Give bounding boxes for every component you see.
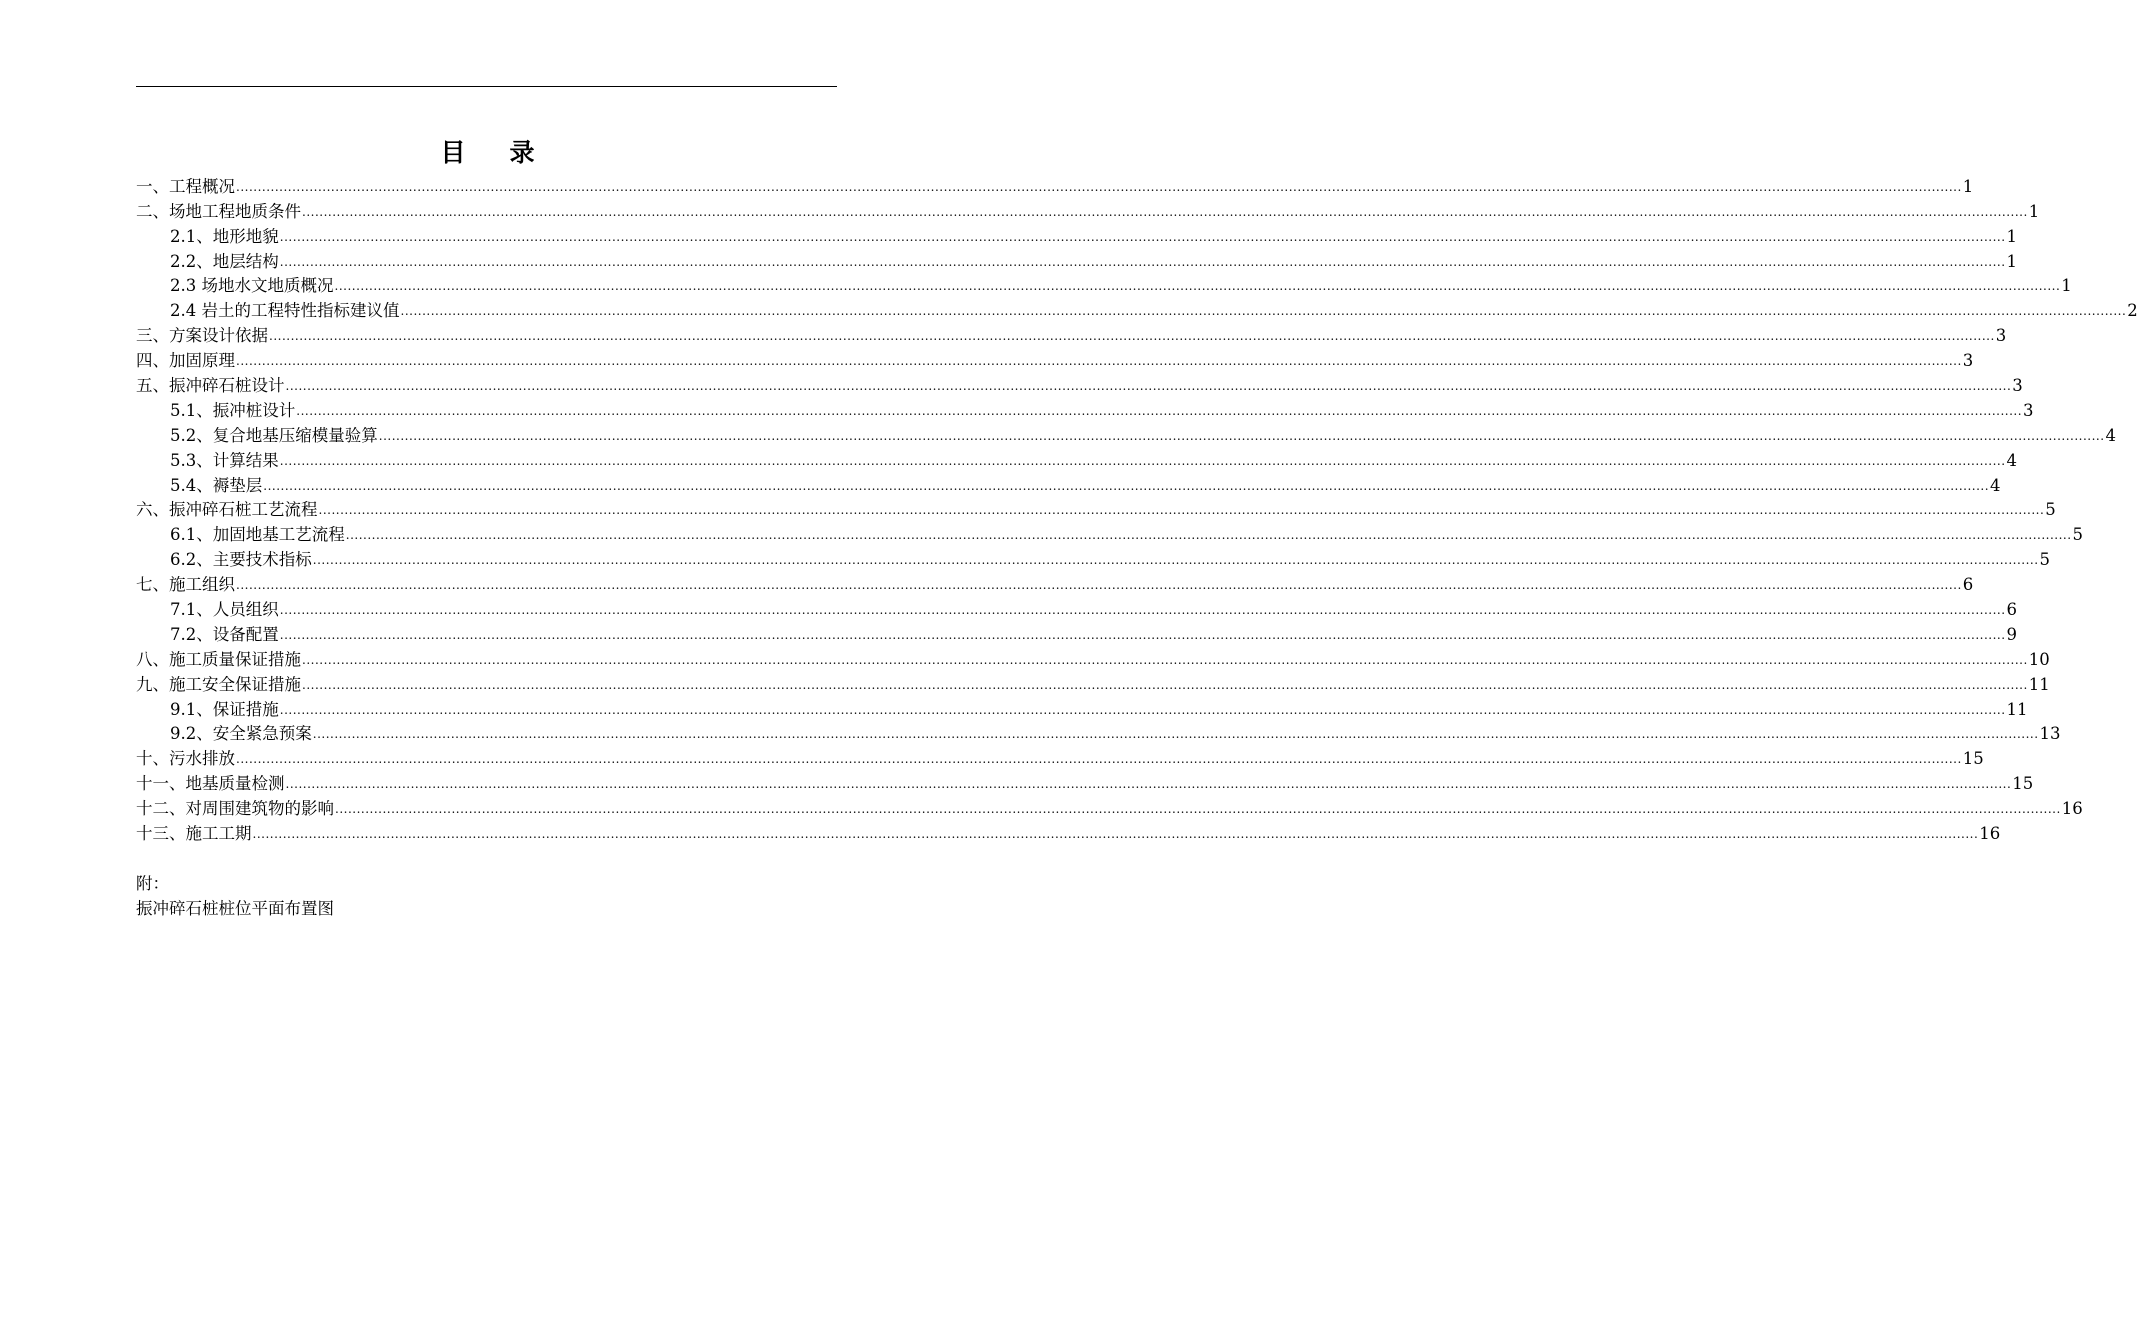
toc-entry-page: 3 <box>1995 326 2007 346</box>
appendix <box>136 871 334 921</box>
toc-entry-page: 3 <box>2023 400 2034 420</box>
toc-entry[interactable] <box>136 398 2034 423</box>
toc-entry[interactable] <box>136 174 1974 199</box>
toc-entry[interactable] <box>136 423 2117 448</box>
toc-leader-dots: ................................................................................................................................................................................................................................................................................................................................................................................................................ <box>236 578 1962 593</box>
toc-entry-page: 6 <box>2006 600 2018 620</box>
toc-entry[interactable] <box>136 771 2034 796</box>
toc-leader-dots: ................................................................................................................................................................................................................................................................................................................................................................................................................ <box>252 827 1979 842</box>
toc-entry-label: 五、振冲碎石桩设计 <box>136 376 285 396</box>
toc-entry[interactable] <box>136 746 1984 771</box>
toc-entry-page: 2 <box>2127 301 2138 321</box>
toc-leader-dots: ................................................................................................................................................................................................................................................................................................................................................................................................................ <box>279 702 2006 717</box>
toc-entry-label: 7.1、人员组织 <box>170 600 279 620</box>
toc-leader-dots: ................................................................................................................................................................................................................................................................................................................................................................................................................ <box>378 428 2105 443</box>
toc-leader-dots: ................................................................................................................................................................................................................................................................................................................................................................................................................ <box>335 802 2061 817</box>
toc-leader-dots: ................................................................................................................................................................................................................................................................................................................................................................................................................ <box>302 204 2028 219</box>
toc-entry-page: 13 <box>2039 724 2061 744</box>
toc-leader-dots: ................................................................................................................................................................................................................................................................................................................................................................................................................ <box>236 179 1962 194</box>
toc-entry-label: 四、加固原理 <box>136 351 235 371</box>
toc-entry-page: 11 <box>2006 699 2028 719</box>
toc-leader-dots: ................................................................................................................................................................................................................................................................................................................................................................................................................ <box>345 528 2072 543</box>
toc-leader-dots: ................................................................................................................................................................................................................................................................................................................................................................................................................ <box>285 379 2012 394</box>
toc-entry-page: 4 <box>1990 475 2001 495</box>
toc-entry-page: 3 <box>1962 351 1974 371</box>
toc-entry-page: 1 <box>2061 276 2072 296</box>
toc-entry[interactable] <box>136 672 2050 697</box>
toc-entry-page: 1 <box>1962 176 1974 196</box>
toc-entry[interactable] <box>136 796 2083 821</box>
toc-entry-page: 1 <box>2006 226 2018 246</box>
toc-leader-dots: ................................................................................................................................................................................................................................................................................................................................................................................................................ <box>302 677 2028 692</box>
table-of-contents <box>136 174 2138 846</box>
toc-leader-dots: ................................................................................................................................................................................................................................................................................................................................................................................................................ <box>318 503 2045 518</box>
toc-entry-label: 5.1、振冲桩设计 <box>170 400 296 420</box>
toc-entry[interactable] <box>136 647 2050 672</box>
toc-leader-dots: ................................................................................................................................................................................................................................................................................................................................................................................................................ <box>400 304 2127 319</box>
toc-entry-page: 5 <box>2039 550 2051 570</box>
toc-entry[interactable] <box>136 498 2056 523</box>
toc-entry-page: 5 <box>2045 500 2056 520</box>
toc-entry[interactable] <box>136 448 2018 473</box>
toc-leader-dots: ................................................................................................................................................................................................................................................................................................................................................................................................................ <box>296 403 2023 418</box>
header-rule <box>136 86 837 87</box>
toc-leader-dots: ................................................................................................................................................................................................................................................................................................................................................................................................................ <box>236 752 1962 767</box>
toc-entry-label: 二、场地工程地质条件 <box>136 201 301 221</box>
toc-leader-dots: ................................................................................................................................................................................................................................................................................................................................................................................................................ <box>312 553 2039 568</box>
toc-entry[interactable] <box>136 274 2072 299</box>
toc-entry-label: 九、施工安全保证措施 <box>136 674 301 694</box>
toc-entry-page: 1 <box>2006 251 2018 271</box>
toc-entry[interactable] <box>136 224 2018 249</box>
toc-entry-label: 七、施工组织 <box>136 575 235 595</box>
toc-entry[interactable] <box>136 572 1974 597</box>
toc-leader-dots: ................................................................................................................................................................................................................................................................................................................................................................................................................ <box>236 354 1962 369</box>
toc-entry-page: 15 <box>2012 774 2034 794</box>
toc-entry-label: 2.2、地层结构 <box>170 251 279 271</box>
toc-entry-label: 十二、对周围建筑物的影响 <box>136 799 334 819</box>
toc-entry-label: 八、施工质量保证措施 <box>136 649 301 669</box>
toc-entry[interactable] <box>136 522 2084 547</box>
toc-entry-label: 六、振冲碎石桩工艺流程 <box>136 500 318 520</box>
toc-entry-page: 4 <box>2105 425 2117 445</box>
toc-leader-dots: ................................................................................................................................................................................................................................................................................................................................................................................................................ <box>279 627 2006 642</box>
toc-entry-label: 2.3 场地水文地质概况 <box>170 276 334 296</box>
toc-entry-page: 10 <box>2028 649 2050 669</box>
toc-entry-label: 2.1、地形地貌 <box>170 226 279 246</box>
toc-entry[interactable] <box>136 722 2061 747</box>
toc-entry-page: 15 <box>1962 749 1984 769</box>
toc-entry-label: 三、方案设计依据 <box>136 326 268 346</box>
toc-entry-label: 9.1、保证措施 <box>170 699 279 719</box>
toc-leader-dots: ................................................................................................................................................................................................................................................................................................................................................................................................................ <box>302 652 2028 667</box>
toc-entry[interactable] <box>136 298 2138 323</box>
toc-entry-page: 9 <box>2006 624 2018 644</box>
toc-leader-dots: ................................................................................................................................................................................................................................................................................................................................................................................................................ <box>279 229 2006 244</box>
toc-entry[interactable] <box>136 547 2051 572</box>
toc-entry-page: 16 <box>1979 824 2001 844</box>
toc-entry[interactable] <box>136 323 2007 348</box>
toc-entry-label: 十、污水排放 <box>136 749 235 769</box>
toc-entry-page: 1 <box>2028 201 2040 221</box>
toc-leader-dots: ................................................................................................................................................................................................................................................................................................................................................................................................................ <box>285 777 2012 792</box>
title-char-2: 录 <box>509 138 535 167</box>
toc-entry[interactable] <box>136 199 2040 224</box>
toc-entry-label: 6.1、加固地基工艺流程 <box>170 525 345 545</box>
toc-entry-page: 16 <box>2061 799 2083 819</box>
toc-entry-label: 一、工程概况 <box>136 176 235 196</box>
toc-entry[interactable] <box>136 473 2001 498</box>
toc-entry-label: 7.2、设备配置 <box>170 624 279 644</box>
toc-entry[interactable] <box>136 348 1974 373</box>
toc-entry-label: 2.4 岩土的工程特性指标建议值 <box>170 301 400 321</box>
title-char-1: 目 <box>440 138 466 167</box>
toc-entry-page: 3 <box>2012 376 2023 396</box>
toc-entry-label: 十一、地基质量检测 <box>136 774 285 794</box>
toc-entry-page: 5 <box>2072 525 2084 545</box>
toc-entry[interactable] <box>136 249 2018 274</box>
toc-entry-page: 11 <box>2028 674 2050 694</box>
toc-entry[interactable] <box>136 373 2023 398</box>
toc-entry-page: 6 <box>1962 575 1974 595</box>
page-title <box>0 133 975 169</box>
toc-leader-dots: ................................................................................................................................................................................................................................................................................................................................................................................................................ <box>334 279 2061 294</box>
toc-entry-label: 5.4、褥垫层 <box>170 475 263 495</box>
appendix-item: 振冲碎石桩桩位平面布置图 <box>136 899 334 918</box>
toc-leader-dots: ................................................................................................................................................................................................................................................................................................................................................................................................................ <box>279 603 2006 618</box>
toc-entry[interactable] <box>136 697 2028 722</box>
toc-entry[interactable] <box>136 622 2018 647</box>
toc-leader-dots: ................................................................................................................................................................................................................................................................................................................................................................................................................ <box>269 329 1995 344</box>
toc-leader-dots: ................................................................................................................................................................................................................................................................................................................................................................................................................ <box>263 478 1990 493</box>
appendix-heading: 附： <box>136 874 169 893</box>
toc-leader-dots: ................................................................................................................................................................................................................................................................................................................................................................................................................ <box>279 254 2006 269</box>
toc-entry-label: 5.2、复合地基压缩模量验算 <box>170 425 378 445</box>
toc-leader-dots: ................................................................................................................................................................................................................................................................................................................................................................................................................ <box>312 727 2039 742</box>
toc-entry[interactable] <box>136 821 2001 846</box>
toc-entry-page: 4 <box>2006 450 2018 470</box>
toc-entry-label: 6.2、主要技术指标 <box>170 550 312 570</box>
toc-entry-label: 9.2、安全紧急预案 <box>170 724 312 744</box>
toc-entry-label: 5.3、计算结果 <box>170 450 279 470</box>
toc-entry-label: 十三、施工工期 <box>136 824 252 844</box>
toc-entry[interactable] <box>136 597 2018 622</box>
toc-leader-dots: ................................................................................................................................................................................................................................................................................................................................................................................................................ <box>279 453 2006 468</box>
